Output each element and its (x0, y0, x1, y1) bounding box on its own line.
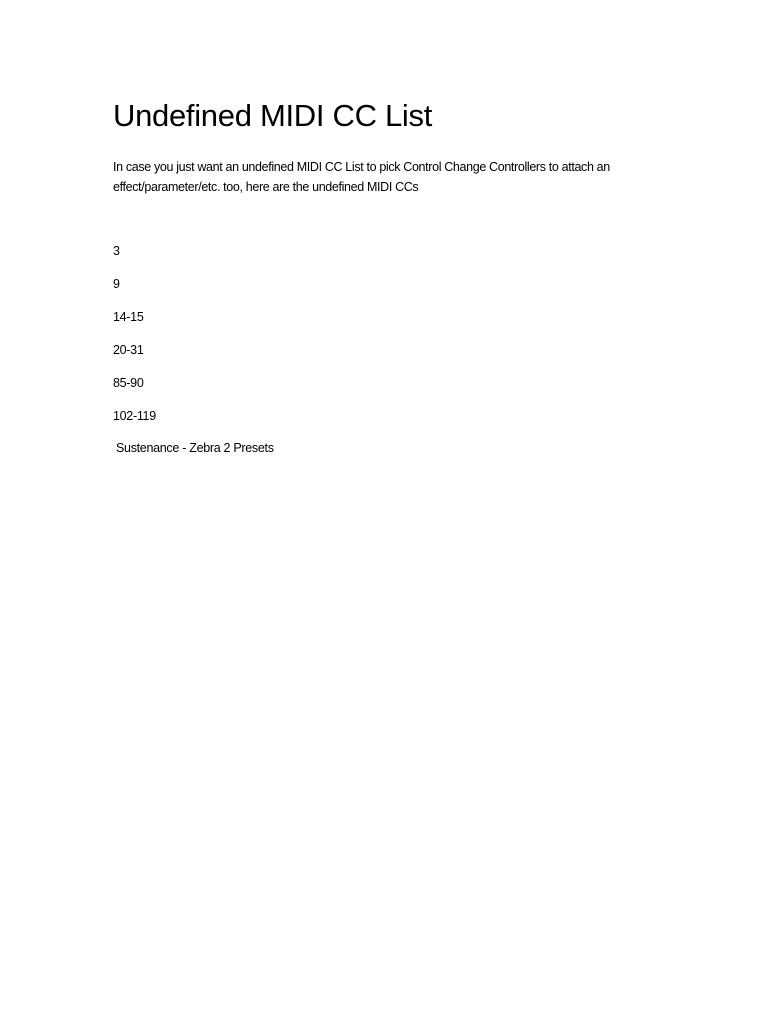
footer-link[interactable]: Sustenance - Zebra 2 Presets (116, 441, 274, 455)
undefined-cc-list (113, 243, 156, 441)
list-item: 9 (113, 277, 120, 291)
list-item: 20-31 (113, 343, 144, 357)
intro-paragraph: In case you just want an undefined MIDI CC List to pick Control Change Controllers to attach an effect/parameter/etc. too, here are the undefined MIDI CCs (113, 160, 610, 194)
list-item: 3 (113, 244, 120, 258)
list-item: 102-119 (113, 409, 156, 423)
list-item: 85-90 (113, 376, 144, 390)
list-item: 14-15 (113, 310, 144, 324)
page-title: Undefined MIDI CC List (113, 98, 433, 133)
